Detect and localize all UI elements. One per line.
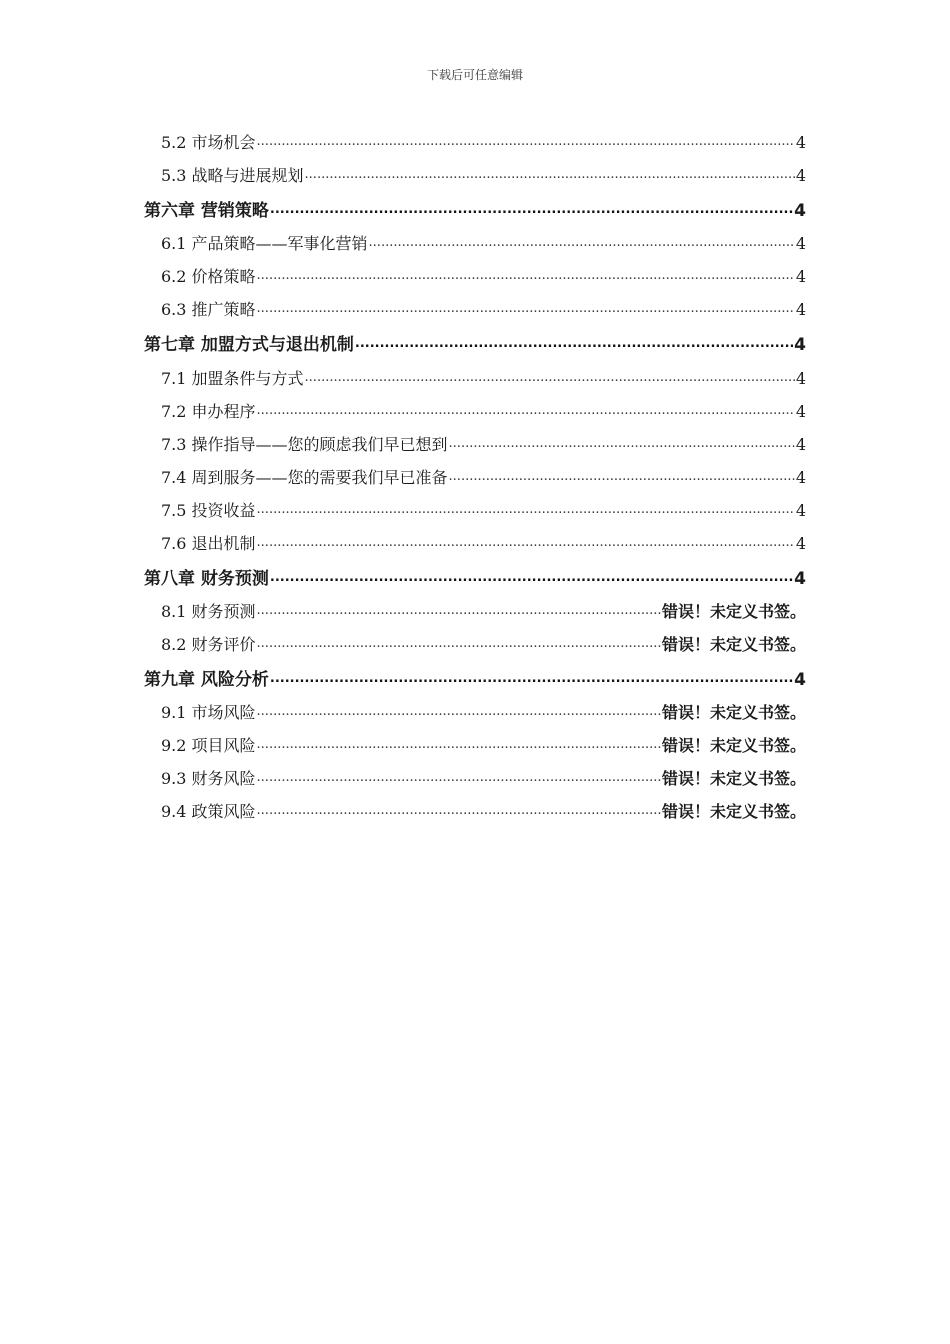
toc-entry[interactable]: [161, 799, 806, 822]
toc-dot-leader: [257, 634, 661, 650]
toc-dot-leader: [257, 132, 795, 148]
toc-dot-leader: [257, 801, 661, 817]
toc-page-number: 4: [795, 534, 806, 553]
toc-entry[interactable]: [161, 432, 806, 455]
toc-entry-title: 第七章 加盟方式与退出机制: [144, 335, 354, 355]
toc-entry-title: 第九章 风险分析: [144, 670, 269, 690]
toc-bookmark-error: 错误！未定义书签。: [661, 635, 806, 654]
toc-dot-leader: [257, 735, 661, 751]
toc-page-number: 4: [795, 435, 806, 454]
toc-entry-title: 8.2 财务评价: [161, 635, 256, 654]
toc-entry[interactable]: [161, 297, 806, 320]
toc-bookmark-error: 错误！未定义书签。: [661, 703, 806, 722]
toc-page-number: 4: [794, 201, 806, 221]
toc-dot-leader: [270, 567, 793, 584]
toc-entry[interactable]: [161, 766, 806, 789]
toc-entry-title: 6.3 推广策略: [161, 300, 256, 319]
toc-entry-title: 7.1 加盟条件与方式: [161, 369, 304, 388]
toc-dot-leader: [257, 299, 795, 315]
toc-entry[interactable]: [161, 366, 806, 389]
toc-entry-title: 5.3 战略与进展规划: [161, 166, 304, 185]
toc-entry[interactable]: [161, 498, 806, 521]
toc-entry-title: 第八章 财务预测: [144, 569, 269, 589]
toc-bookmark-error: 错误！未定义书签。: [661, 602, 806, 621]
toc-entry-title: 6.2 价格策略: [161, 267, 256, 286]
toc-entry[interactable]: [144, 330, 806, 355]
toc-page-number: 4: [795, 468, 806, 487]
toc-page-number: 4: [795, 234, 806, 253]
toc-bookmark-error: 错误！未定义书签。: [661, 769, 806, 788]
toc-entry[interactable]: [161, 531, 806, 554]
toc-page-number: 4: [794, 670, 806, 690]
toc-entry[interactable]: [161, 231, 806, 254]
toc-entry-title: 7.3 操作指导——您的顾虑我们早已想到: [161, 435, 448, 454]
toc-dot-leader: [305, 368, 795, 384]
toc-entry[interactable]: [161, 465, 806, 488]
toc-page-number: 4: [794, 569, 806, 589]
toc-entry[interactable]: [144, 564, 806, 589]
toc-dot-leader: [257, 401, 795, 417]
toc-entry-title: 6.1 产品策略——军事化营销: [161, 234, 368, 253]
toc-dot-leader: [355, 333, 793, 350]
toc-page-number: 4: [795, 300, 806, 319]
toc-entry[interactable]: [161, 700, 806, 723]
toc-bookmark-error: 错误！未定义书签。: [661, 802, 806, 821]
toc-dot-leader: [369, 233, 795, 249]
toc-dot-leader: [305, 165, 795, 181]
page-header: 下载后可任意编辑: [426, 68, 523, 82]
toc-page-number: 4: [795, 402, 806, 421]
toc-entry[interactable]: [144, 665, 806, 690]
toc-entry[interactable]: [161, 733, 806, 756]
toc-page-number: 4: [795, 166, 806, 185]
toc-entry-title: 5.2 市场机会: [161, 133, 256, 152]
toc-entry[interactable]: [161, 599, 806, 622]
toc-entry[interactable]: [161, 399, 806, 422]
toc-dot-leader: [257, 768, 661, 784]
toc-page-number: 4: [795, 369, 806, 388]
toc-dot-leader: [449, 467, 795, 483]
toc-entry-title: 第六章 营销策略: [144, 201, 269, 221]
toc-entry-title: 9.3 财务风险: [161, 769, 256, 788]
toc-page-number: 4: [795, 133, 806, 152]
toc-entry-title: 8.1 财务预测: [161, 602, 256, 621]
toc-entry-title: 7.4 周到服务——您的需要我们早已准备: [161, 468, 448, 487]
toc-page-number: 4: [795, 267, 806, 286]
toc-entry-title: 9.4 政策风险: [161, 802, 256, 821]
toc-dot-leader: [270, 668, 793, 685]
toc-entry[interactable]: [161, 163, 806, 186]
toc-dot-leader: [270, 199, 793, 216]
toc-entry[interactable]: [144, 196, 806, 221]
toc-page-number: 4: [795, 501, 806, 520]
toc-dot-leader: [257, 500, 795, 516]
toc-dot-leader: [257, 601, 661, 617]
toc-entry-title: 9.2 项目风险: [161, 736, 256, 755]
toc-entry-title: 7.5 投资收益: [161, 501, 256, 520]
toc-entry[interactable]: [161, 632, 806, 655]
toc-dot-leader: [257, 266, 795, 282]
toc-entry-title: 7.2 申办程序: [161, 402, 256, 421]
toc-dot-leader: [257, 533, 795, 549]
toc-dot-leader: [449, 434, 795, 450]
toc-dot-leader: [257, 702, 661, 718]
toc-entry-title: 9.1 市场风险: [161, 703, 256, 722]
toc-entry[interactable]: [161, 130, 806, 153]
toc-page-number: 4: [794, 335, 806, 355]
toc-entry[interactable]: [161, 264, 806, 287]
toc-entry-title: 7.6 退出机制: [161, 534, 256, 553]
toc-bookmark-error: 错误！未定义书签。: [661, 736, 806, 755]
